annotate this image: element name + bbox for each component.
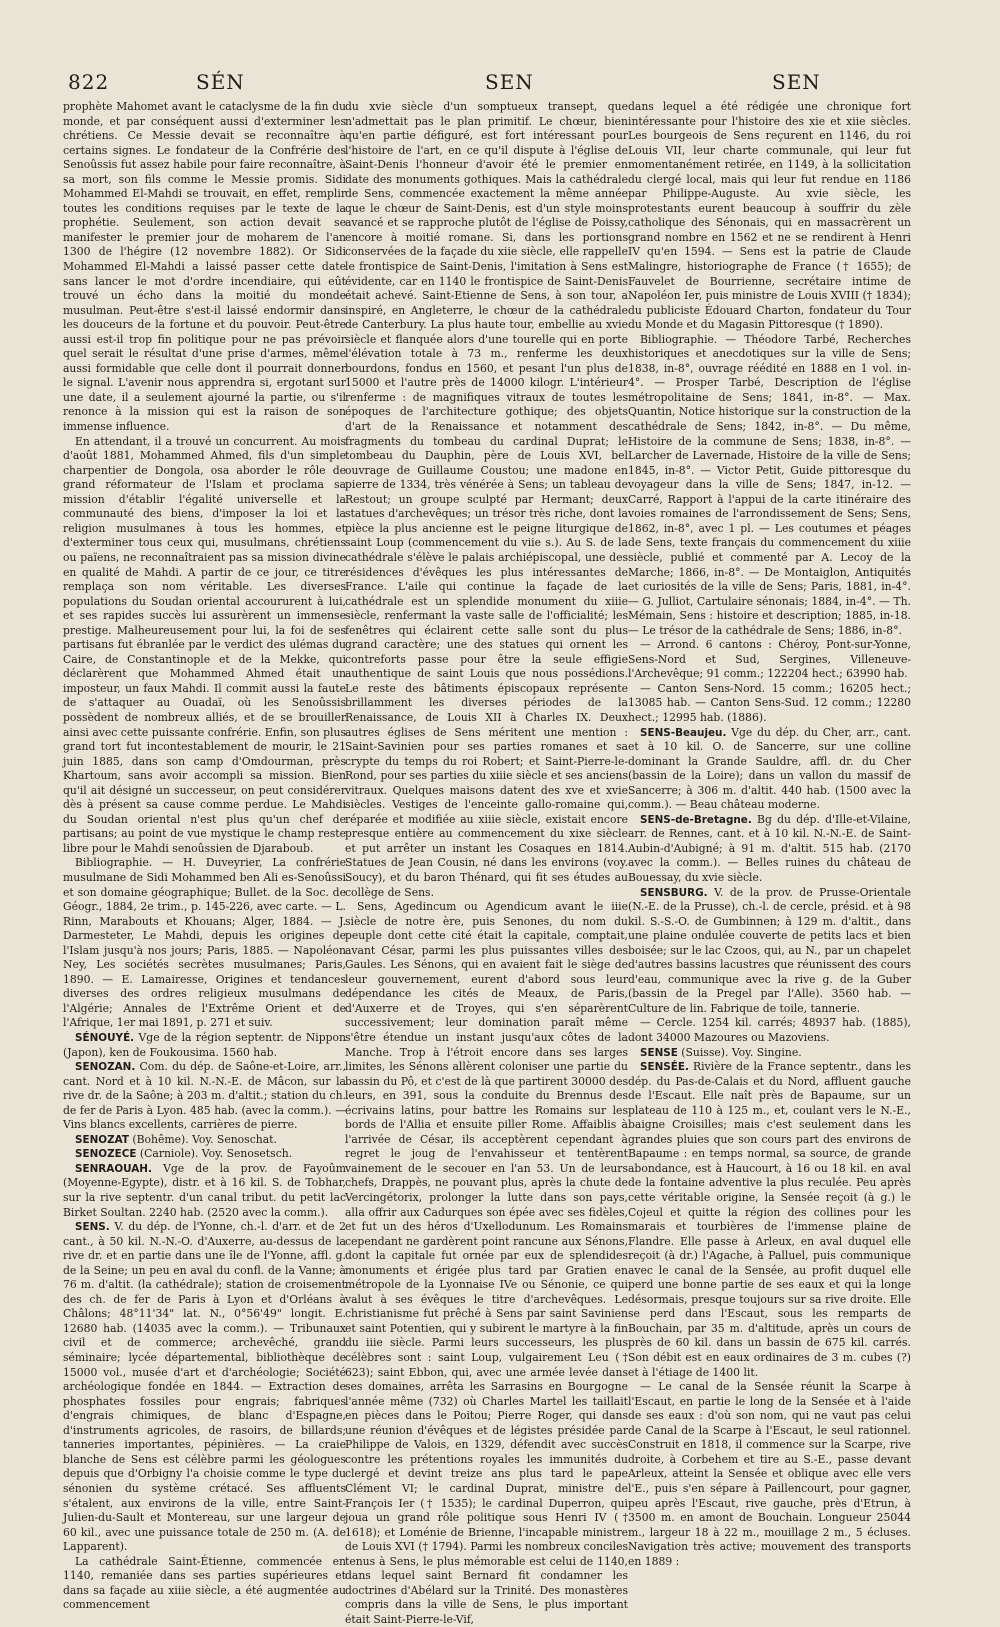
entry-text: — Arrond. 6 cantons : Chéroy, Pont-sur-Yonne, Sens-Nord et Sud, Sergines, Villeneuve-l'Archevêque; 91 comm.; 122204 hect.; 63990 hab. [628,638,911,681]
dictionary-entry [63,1133,346,1148]
entry-headword: SÉNOUYÉ. [75,1032,135,1044]
entry-headword: SENOZAN. [75,1061,136,1074]
entry-text: — Canton Sens-Nord. 15 comm.; 16205 hect.; 13085 hab. — Canton Sens-Sud. 12 comm.; 12280 hect.; 12995 hab. (1886). [628,681,911,724]
dictionary-entry [628,886,911,1017]
paragraph [345,900,628,1627]
paragraph [628,682,911,726]
page-number: 822 [68,70,110,94]
paragraph [63,100,346,435]
entry-text: Vge de la région septentr. de Nippon (Japon), ken de Foukousima. 1560 hab. [63,1031,347,1059]
dictionary-entry [628,726,911,813]
entry-text: — Le canal de la Sensée réunit la Scarpe à l'Escaut, en partie le long de la Sensée et à l'aide de ses eaux : d'où son nom, qui ne vaut pas celui de Canal de la Scarpe à l'Escaut, le seul rationnel. Construit en 1818, il commence sur la Scarpe, rive droite, à Corbehem et tire au S.-E., passe devant Arleux, atteint la Sensée et oblique avec elle vers l'E., puis s'en sépare à Paillencourt, pour gagner, peu après l'Escaut, rive gauche, près d'Etrun, à 3500 m. en amont de Bouchain. Longueur 25044 m., largeur 18 à 22 m., mouillage 2 m., 5 écluses. Navigation très active; mouvement des transports en 1889 : [628,1380,911,1568]
entry-headword: SENSÉE. [640,1061,689,1074]
entry-text: (Bohême). Voy. Senoschat. [132,1132,277,1146]
entry-text: Sens, Agedincum ou Agendicum avant le iiie siècle de notre ère, puis Senones, du nom du peuple dont cette cité était la capitale, comptait, avant César, parmi les plus puissantes villes des Gaules. Les Sénons, qui en avaient fait le siège de leur gouvernement, eurent d'abord sous leur dépendance les cités de Meaux, de Paris, d'Auxerre et de Troyes, qui s'en séparèrent successivement; leur domination paraît même s'être étendue un instant jusqu'aux côtes de la Manche. Trop à l'étroit encore dans ses larges limites, les Sénons allèrent coloniser une partie du bassin du Pô, et c'est de là que partirent 30000 des leurs, en 391, sous la conduite du Brennus des écrivains latins, pour battre les Romains sur les bords de l'Allia et ensuite piller Rome. Affaiblis à l'arrivée de César, ils acceptèrent cependant à regret le joug de l'envahisseur et tentèrent vainement de le secouer en l'an 53. Un de leurs chefs, Drappès, ne pouvant plus, après la chute de Vercingétorix, prolonger la lutte dans son pays, alla offrir aux Cadurques son épée avec ses fidèles, et fut un des héros d'Uxellodunum. Les Romains cependant ne gardèrent point rancune aux Sénons, dont la capitale fut ornée par eux de splendides monuments et érigée plus tard par Gratien en métropole de la Lyonnaise IVe ou Sénonie, ce qui valut à ses évêques le titre d'archevêques. Le christianisme fut prêché à Sens par saint Savinien et saint Potentien, qui y subirent le martyre à la fin du iiie siècle. Parmi leurs successeurs, les plus célèbres sont : saint Loup, vulgairement Leu († 623); saint Ebbon, qui, avec une armée levée dans ses domaines, arrêta les Sarrasins en Bourgogne l'année même (732) où Charles Martel les taillait en pièces dans le Poitou; Pierre Roger, qui dans une réunion d'évêques et de légistes présidée par Philippe de Valois, en 1329, défendit avec succès contre les prétentions royales les immunités du clergé et devint treize ans plus tard le pape Clément VI; le cardinal Duprat, ministre de François Ier († 1535); le cardinal Duperron, qui joua un grand rôle politique sous Henri IV († 1618); et Loménie de Brienne, l'incapable ministre de Louis XVI († 1794). Parmi les nombreux conciles tenus à Sens, le plus mémorable est celui de 1140, dans lequel saint Bernard fit condamner les doctrines d'Abélard sur la Trinité. Des monastères compris dans la ville de Sens, le plus important était Saint-Pierre-le-Vif, [345,900,628,1626]
entry-text: La cathédrale Saint-Étienne, commencée en 1140, remaniée dans ses parties supérieures et dans sa façade au xiiie siècle, a été augmentée au commencement [63,1554,346,1612]
paragraph [63,1555,346,1613]
entry-headword: SENSBURG. [640,886,708,899]
dictionary-entry [63,1031,346,1060]
entry-text: Com. du dép. de Saône-et-Loire, arr., cant. Nord et à 10 kil. N.-N.-E. de Mâcon, sur la rive dr. de la Saône; à 203 m. d'altit.; station du ch. de fer de Paris à Lyon. 485 hab. (avec la comm.). — Vins blancs excellents, carrières de pierre. [63,1060,346,1132]
header-center-guideword: SEN [485,70,534,94]
paragraph [345,100,628,900]
header-left-guideword: SÉN [196,70,245,94]
paragraph [63,435,346,857]
entry-text: — Cercle. 1254 kil. carrés; 48937 hab. (1885), dont 34000 Mazoures ou Mazoviens. [628,1016,911,1044]
entry-text: (Carniole). Voy. Senosetsch. [139,1147,293,1161]
dictionary-entry [63,1162,346,1220]
text-column-3 [628,100,911,1568]
entry-headword: SENRAOUAH. [75,1162,152,1175]
entry-text: Rivière de la France septentr., dans les dép. du Pas-de-Calais et du Nord, affluent gauche de l'Escaut. Elle naît près de Bapaume, sur un plateau de 110 à 125 m., et, coulant vers le N.-E., baigne Croisilles; mais c'est seulement dans les grandes pluies que son cours part des environs de Bapaume : en temps normal, sa source, de grande abondance, est à Haucourt, à 16 ou 18 kil. en aval de la fontaine adventive la plus reculée. Peu après cette véritable origine, la Sensée reçoit (à g.) le Cojeul et quitte la région des collines pour les marais et tourbières de l'immense plaine de Flandre. Elle passe à Arleux, en aval duquel elle reçoit (à dr.) l'Agache, à Palluel, puis communique avec le canal de la Sensée, au profit duquel elle perd une bonne partie de ses eaux et qui la longe désormais, presque toujours sur sa rive droite. Elle se perd dans l'Escaut, sous les remparts de Bouchain, par 35 m. d'altitude, après un cours de près de 60 kil. dans un bassin de 675 kil. carrés. Son débit est en eaux ordinaires de 3 m. cubes (?) et à l'étiage de 1400 lit. [628,1060,911,1379]
entry-text: Vge de la prov. de Fayoûm (Moyenne-Egypte), distr. et à 16 kil. S. de Tobhar, sur la rive septentr. d'un canal tribut. du petit lac Birket Soultan. 2240 hab. (2520 avec la comm.). [63,1161,346,1219]
entry-headword: SENS-Beaujeu. [640,726,727,739]
paragraph [628,1016,911,1045]
entry-text: V. du dép. de l'Yonne, ch.-l. d'arr. et de 2 cant., à 50 kil. N.-N.-O. d'Auxerre, au-dessus de la rive dr. et en partie dans une île de l'Yonne, affl. g. de la Seine; un peu en aval du confl. de la Vanne; à 76 m. d'altit. (la cathédrale); station de croisement des ch. de fer de Paris à Lyon et d'Orléans à Châlons; 48°11'34" lat. N., 0°56'49" longit. E. 12680 hab. (14035 avec la comm.). — Tribunaux civil et de commerce; archevêché, grand séminaire; lycée départemental, bibliothèque de 15000 vol., musée d'art et d'archéologie; Société archéologique fondée en 1844. — Extraction de phosphates fossiles pour engrais; fabriques d'engrais chimiques, de blanc d'Espagne, d'instruments agricoles, de rasoirs, de billards; tanneries importantes, pépinières. — La craie blanche de Sens est célèbre parmi les géologues depuis que d'Orbigny l'a choisie comme le type du sénonien du système crétacé. Ses affluents s'étalent, aux environs de la ville, entre Saint-Julien-du-Sault et Montereau, sur une largeur de 60 kil., avec une puissance totale de 250 m. (A. de Lapparent). [63,1220,346,1554]
paragraph [628,333,911,638]
dictionary-entry [63,1220,346,1555]
entry-headword: SENS-de-Bretagne. [640,813,752,826]
dictionary-entry [63,1147,346,1162]
paragraph [628,100,911,333]
entry-text: V. de la prov. de Prusse-Orientale (N.-E. de la Prusse), ch.-l. de cercle, présid. et à 98 kil. S.-S.-O. de Gumbinnen; à 129 m. d'altit., dans une plaine ondulée couverte de petits lacs et bien boisée; sur le lac Czoos, qui, au N., par un chapelet d'autres bassins lacustres que réunissent des cours d'eau, communique avec la rive g. de la Guber (bassin de la Pregel par l'Alle). 3560 hab. — Culture de lin. Fabrique de toile, tannerie. [628,885,911,1015]
entry-headword: SENOZAT [75,1133,129,1146]
entry-text: dans lequel a été rédigée une chronique fort intéressante pour l'histoire des xie et xiie siècles. Les bourgeois de Sens reçurent en 1146, du roi Louis VII, leur charte communale, qui leur fut momentanément retirée, en 1149, à la sollicitation du clergé local, mais qui leur fut rendue en 1186 par Philippe-Auguste. Au xvie siècle, les protestants eurent beaucoup à souffrir du zèle catholique des Sénonais, qui en massacrèrent un grand nombre en 1562 et ne se rendirent à Henri IV qu'en 1594. — Sens est la patrie de Claude Malingre, historiographe de France († 1655); de Fauvelet de Bourrienne, secrétaire intime de Napoléon Ier, puis ministre de Louis XVIII († 1834); du publiciste Édouard Charton, fondateur du Tour du Monde et du Magasin Pittoresque († 1890). [628,100,911,332]
text-column-2 [345,100,628,1626]
entry-headword: SENS. [75,1221,110,1234]
entry-headword: SENSE [640,1046,678,1059]
entry-headword: SENOZECE [75,1148,137,1161]
paragraph [628,1380,911,1569]
dictionary-entry [63,1060,346,1133]
entry-text: Vge du dép. du Cher, arr., cant. et à 10 kil. O. de Sancerre, sur une colline dominant la Grande Sauldre, affl. dr. du Cher (bassin de la Loire); dans un vallon du massif de Sancerre; à 306 m. d'altit. 440 hab. (1500 avec la comm.). — Beau château moderne. [628,725,911,812]
entry-text: (Suisse). Voy. Singine. [681,1045,802,1059]
dictionary-entry [628,1060,911,1380]
text-column-1 [63,100,347,1612]
header-right-guideword: SEN [772,70,821,94]
entry-text: En attendant, il a trouvé un concurrent. Au mois d'août 1881, Mohammed Ahmed, fils d'un simple charpentier de Dongola, osa aborder le rôle de grand réformateur de l'Islam et proclama sa mission d'établir l'égalité universelle et la communauté des biens, d'imposer la loi et la religion musulmanes à tous les hommes, et d'exterminer tous ceux qui, musulmans, chrétiens ou païens, ne reconnaîtraient pas sa mission divine en qualité de Mahdi. A partir de ce jour, ce titre remplaça son nom véritable. Les diverses populations du Soudan oriental accoururent à lui, et ses rapides succès lui assurèrent un immense prestige. Malheureusement pour lui, la foi de ses partisans fut ébranlée par le verdict des ulémas du Caire, de Constantinople et de la Mekke, qui déclarèrent que Mohammed Ahmed était un imposteur, un faux Mahdi. Il commit aussi la faute de s'attaquer au Ouadaï, où les Senoûssis possèdent de nombreux alliés, et de se brouiller ainsi avec cette puissante confrérie. Enfin, son plus grand tort fut incontestablement de mourir, le 21 juin 1885, dans son camp d'Omdourman, près Khartoum, sans avoir accompli sa mission. Bien qu'il ait désigné un successeur, on peut considérer dès à présent sa cause comme perdue. Le Mahdi du Soudan oriental n'est plus qu'un chef de partisans; au point de vue mystique le champ reste libre pour le Mahdi senoûssien de Djaraboub. [63,434,346,855]
running-header [0,70,1000,100]
paragraph [63,856,346,1031]
entry-text: Bibliographie. — H. Duveyrier, La confrérie musulmane de Sidi Mohammed ben Ali es-Senoûssi et son domaine géographique; Bullet. de la Soc. de Géogr., 1884, 2e trim., p. 145-226, avec carte. — L. Rinn, Marabouts et Khouans; Alger, 1884. — J. Darmesteter, Le Mahdi, depuis les origines de l'Islam jusqu'à nos jours; Paris, 1885. — Napoléon Ney, Les sociétés secrètes musulmanes; Paris, 1890. — E. Lamairesse, Origines et tendances diverses des ordres religieux musulmans de l'Algérie; Annales de l'Extrême Orient et de l'Afrique, 1er mai 1891, p. 271 et suiv. [63,856,346,1030]
dictionary-entry [628,813,911,886]
paragraph [628,638,911,682]
entry-text: du xvie siècle d'un somptueux transept, que n'admettait pas le plan primitif. Le chœur, bien qu'en partie défiguré, est fort intéressant pour l'histoire de l'art, en ce qu'il dispute à l'église de Saint-Denis l'honneur d'avoir été le premier en date des monuments gothiques. Mais la cathédrale de Sens, commencée exactement la même année que le chœur de Saint-Denis, est d'un style moins avancé et se rapproche plutôt de l'église de Poissy, encore à moitié romane. Si, dans les portions conservées de la façade du xiie siècle, elle rappelle le frontispice de Saint-Denis, l'imitation à Sens est évidente, car en 1140 le frontispice de Saint-Denis était achevé. Saint-Etienne de Sens, à son tour, a inspiré, en Angleterre, le chœur de la cathédrale de Canterbury. La plus haute tour, embellie au xvie siècle et flanquée alors d'une tourelle qui en porte l'élévation totale à 73 m., renferme les deux bourdons, fondus en 1560, et pesant l'un plus de 15000 et l'autre près de 14000 kilogr. L'intérieur renferme : de magnifiques vitraux de toutes les époques de l'architecture gothique; des objets d'art de la Renaissance et notamment des fragments du tombeau du cardinal Duprat; le tombeau du Dauphin, père de Louis XVI, bel ouvrage de Guillaume Coustou; une madone en pierre de 1334, très vénérée à Sens; un tableau de Restout; un groupe sculpté par Hermant; deux statues d'archevêques; un trésor très riche, dont la pièce la plus ancienne est le peigne liturgique de saint Loup (commencement du viie s.). Au S. de la cathédrale s'élève le palais archiépiscopal, une des résidences d'évêques les plus intéressantes de France. L'aile qui continue la façade de la cathédrale est un splendide monument du xiiie siècle, renfermant la vaste salle de l'officialité; les fenêtres qui éclairent cette salle sont du plus grand caractère; une des statues qui ornent les contreforts passe pour être la seule effigie authentique de saint Louis que nous possédions. Le reste des bâtiments épiscopaux représente brillamment les diverses périodes de la Renaissance, de Louis XII à Charles IX. Deux autres églises de Sens méritent une mention : Saint-Savinien pour ses parties romanes et sa crypte du temps du roi Robert; et Saint-Pierre-le-Rond, pour ses parties du xiiie siècle et ses anciens vitraux. Quelques maisons datent des xve et xvie siècles. Vestiges de l'enceinte gallo-romaine qui, réparée et modifiée au xiiie siècle, existait encore presque entière au commencement du xixe siècle et put arrêter un instant les Cosaques en 1814. Statues de Jean Cousin, né dans les environs (voy. Soucy), et du baron Thénard, qui fit ses études au collège de Sens. [345,100,628,899]
entry-text: Bibliographie. — Théodore Tarbé, Recherches historiques et anecdotiques sur la ville de Sens; 1838, in-8°, ouvrage réédité en 1888 en 1 vol. in-4°. — Prosper Tarbé, Description de l'église métropolitaine de Sens; 1841, in-8°. — Max. Quantin, Notice historique sur la construction de la cathédrale de Sens; 1842, in-8°. — Du même, Histoire de la commune de Sens; 1838, in-8°. — Larcher de Lavernade, Histoire de la ville de Sens; 1845, in-8°. — Victor Petit, Guide pittoresque du voyageur dans la ville de Sens; 1847, in-12. — Carré, Rapport à l'appui de la carte itinéraire des voies romaines de l'arrondissement de Sens; Sens, 1862, in-8°, avec 1 pl. — Les coutumes et péages de Sens, texte français du commencement du xiiie siècle, publié et commenté par A. Lecoy de la Marche; 1866, in-8°. — De Montaiglon, Antiquités et curiosités de la ville de Sens; Paris, 1881, in-4°. — G. Julliot, Cartulaire sénonais; 1884, in-4°. — Th. Mémain, Sens : histoire et description; 1885, in-18. — Le trésor de la cathédrale de Sens; 1886, in-8°. [628,332,911,637]
dictionary-entry [628,1046,911,1061]
entry-text: Bg du dép. d'Ille-et-Vilaine, arr. de Rennes, cant. et à 10 kil. N.-N.-E. de Saint-Aubin-d'Aubigné; à 91 m. d'altit. 515 hab. (2170 avec la comm.). — Belles ruines du château de Bouessay, du xvie siècle. [628,812,911,884]
entry-text: prophète Mahomet avant le cataclysme de la fin du monde, et par conséquent aussi d'exterminer les chrétiens. Ce Messie devait se reconnaître à certains signes. Le fondateur de la Confrérie des Senoûssis fut assez habile pour faire reconnaître, à sa mort, son fils comme le Messie promis. Sidi Mohammed El-Mahdi se trouvait, en effet, remplir toutes les conditions requises par le texte de la prophétie. Seulement, son action devait se manifester le premier jour de moharem de l'an 1300 de l'hégire (12 novembre 1882). Or Sidi Mohammed El-Mahdi a laissé passer cette date sans lancer le mot d'ordre incendiaire, qui eût trouvé un écho dans la moitié du monde musulman. Peut-être s'est-il laissé endormir dans les douceurs de la fortune et du pouvoir. Peut-être aussi est-il trop fin politique pour ne pas prévoir quel serait le résultat d'une prise d'armes, même aussi formidable que celle dont il pourrait donner le signal. L'avenir nous apprendra si, ergotant sur une date, il a seulement ajourné la partie, ou s'il renonce à la mission qui est la raison de son immense influence. [63,100,346,434]
